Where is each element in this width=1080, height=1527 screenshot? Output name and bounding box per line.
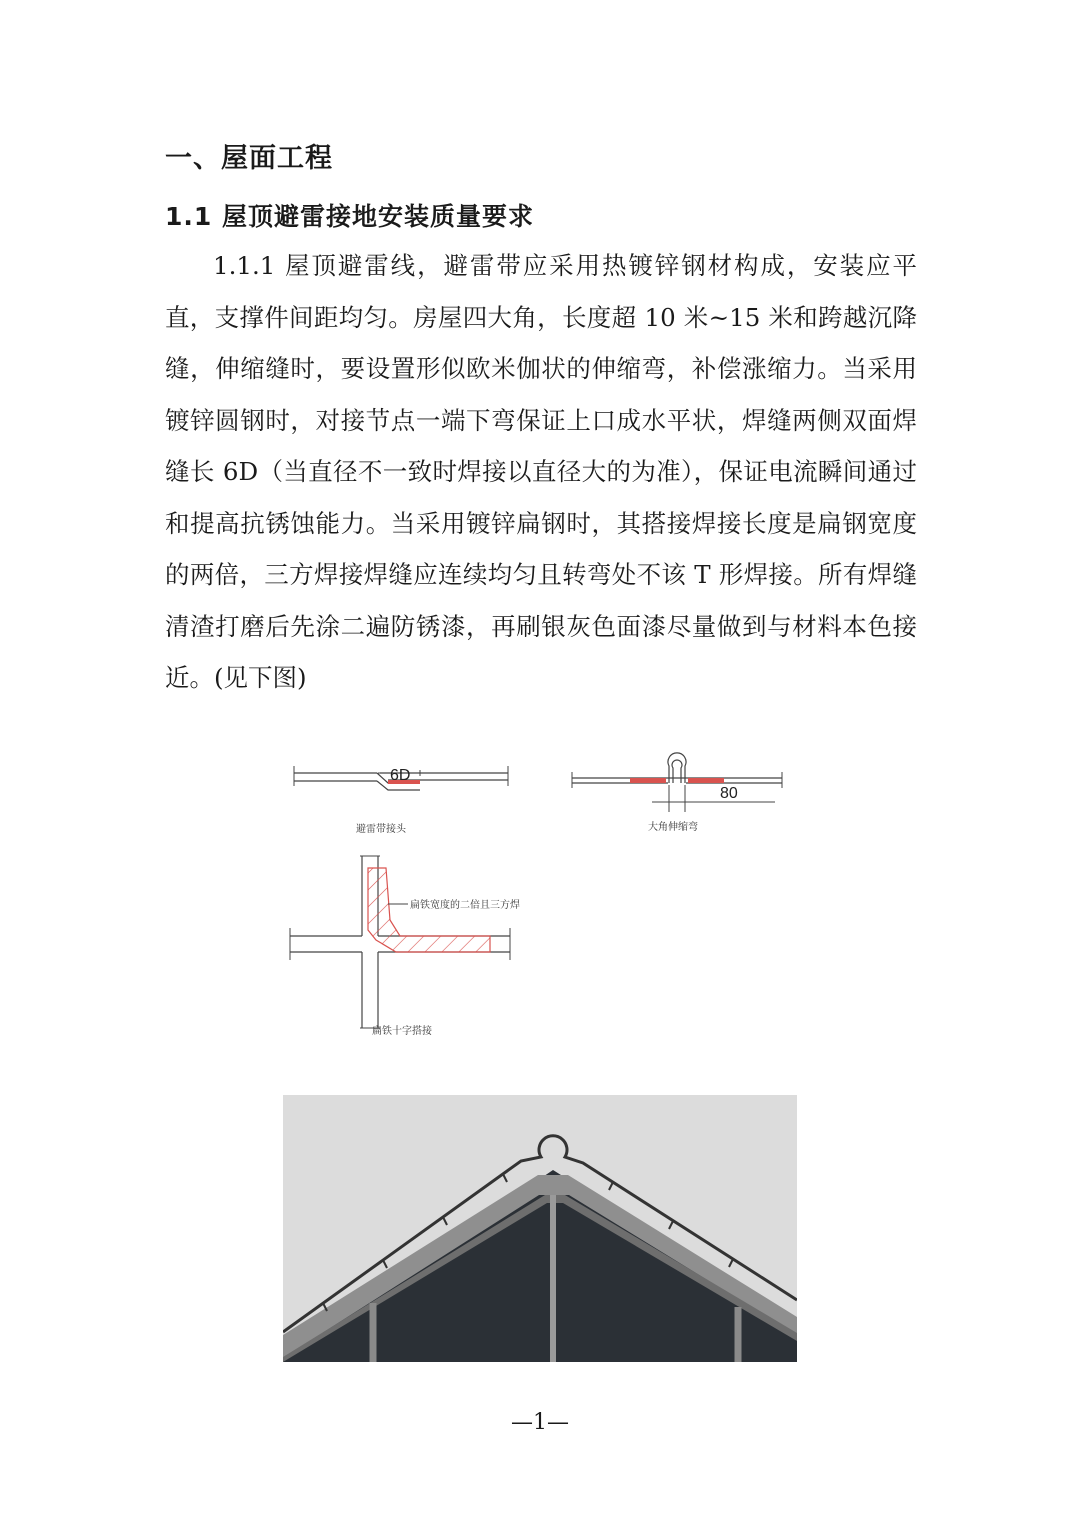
weld-mark (630, 778, 666, 783)
joint-caption: 避雷带接头 (356, 824, 406, 835)
diagram-svg (280, 740, 800, 1040)
section-heading: 一、屋面工程 (165, 143, 333, 174)
paragraph-text: 1.1.1 屋顶避雷线，避雷带应采用热镀锌钢材构成，安装应平直，支撑件间距均匀。房屋四大角，长度超 10 米~15 米和跨越沉降缝，伸缩缝时，要设置形似欧米伽状的伸缩弯，补偿涨缩力。当采用镀锌圆钢时，对接节点一端下弯保证上口成水平状，焊缝两侧双面焊缝长 6D（当直径不一致时焊接以直径大的为准），保证电流瞬间通过和提高抗锈蚀能力。当采用镀锌扁钢时，其搭接焊接长度是扁钢宽度的两倍，三方焊接焊缝应连续均匀且转弯处不该 T 形焊接。所有焊缝清渣打磨后先涂二遍防锈漆，再刷银灰色面漆尽量做到与材料本色接近。(见下图) (165, 251, 917, 692)
body-paragraph (165, 240, 917, 704)
roof-corner-photo (283, 1095, 797, 1362)
page-number: —1— (511, 1410, 569, 1435)
subsection-heading: 1.1 屋顶避雷接地安装质量要求 (165, 202, 534, 231)
joint-dimension-label: 6D (390, 767, 411, 784)
photo-svg (283, 1095, 797, 1362)
bend-dimension-label: 80 (720, 785, 738, 802)
cross-lap-detail (290, 856, 520, 1037)
cross-note: 扁铁宽度的二倍且三方焊 (410, 900, 520, 911)
expansion-bend-detail (572, 753, 782, 833)
cross-caption: 扁铁十字搭接 (372, 1026, 432, 1037)
joint-detail (294, 766, 508, 835)
weld-mark (688, 778, 724, 783)
bend-caption: 大角伸缩弯 (648, 822, 698, 833)
lightning-rod-detail-diagram (280, 740, 800, 1040)
